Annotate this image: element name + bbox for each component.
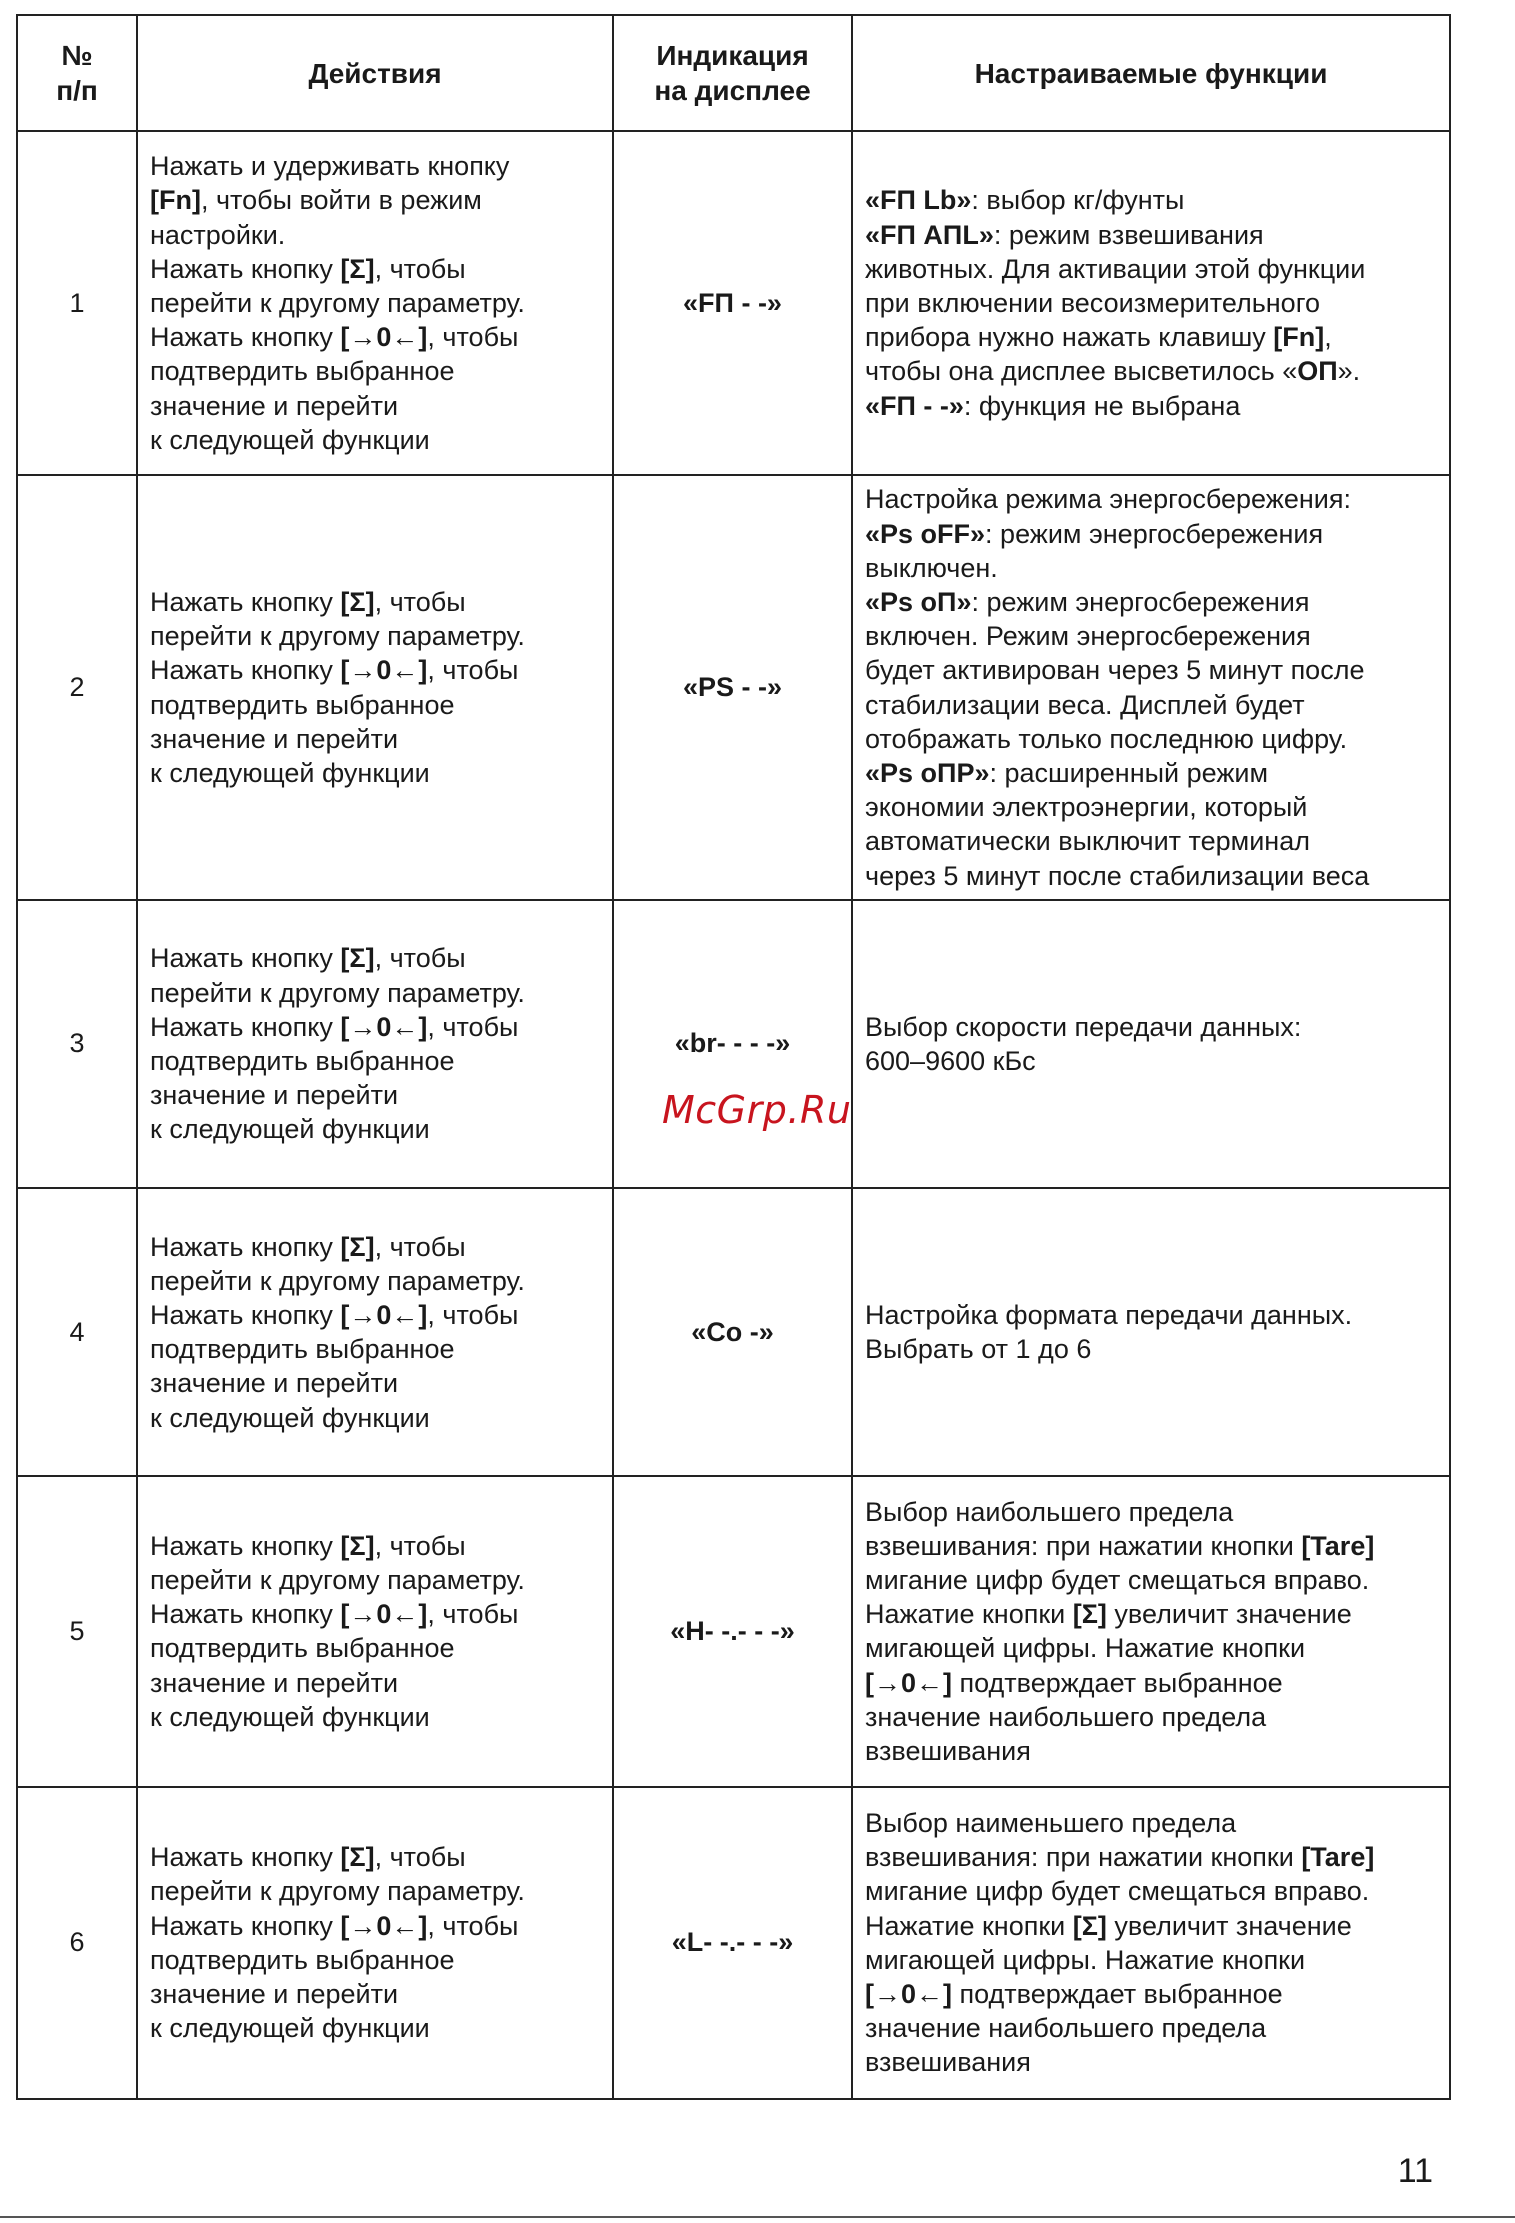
action-text: Нажать кнопку xyxy=(150,1910,341,1941)
function-text: увеличит значение xyxy=(1106,1910,1352,1941)
header-indication xyxy=(613,15,852,131)
action-text: к следующей функции xyxy=(150,1402,430,1433)
action-line xyxy=(150,1112,604,1146)
action-text: , чтобы xyxy=(374,586,466,617)
action-line xyxy=(150,1977,604,2011)
row-functions xyxy=(852,1188,1450,1476)
table-row xyxy=(17,131,1450,475)
function-text: при включении весоизмерительного xyxy=(865,288,1320,319)
action-line xyxy=(150,389,604,423)
function-text: животных. Для активации этой функции xyxy=(865,253,1366,284)
action-bold-text: [Σ] xyxy=(340,1842,375,1873)
function-line xyxy=(865,389,1441,423)
header-actions: Действия xyxy=(137,15,613,131)
functions-text xyxy=(853,1010,1449,1078)
function-bold-text: [Tare] xyxy=(1301,1842,1375,1873)
functions-text xyxy=(853,1495,1449,1769)
action-line xyxy=(150,722,604,756)
function-text: мигание цифр будет смещаться вправо. xyxy=(865,1876,1370,1907)
action-text: подтвердить выбранное xyxy=(150,1944,455,1975)
action-text: перейти к другому параметру. xyxy=(150,288,525,319)
action-line xyxy=(150,756,604,790)
row-functions xyxy=(852,900,1450,1188)
table-header xyxy=(17,15,1450,131)
function-text: : функция не выбрана xyxy=(963,390,1241,421)
function-line xyxy=(865,722,1441,756)
function-text: : режим энергосбережения xyxy=(971,586,1310,617)
function-text: мигающей цифры. Нажатие кнопки xyxy=(865,1944,1306,1975)
action-line xyxy=(150,1010,604,1044)
function-text: значение наибольшего предела xyxy=(865,2013,1267,2044)
row-functions xyxy=(852,475,1450,899)
function-text: Нажатие кнопки xyxy=(865,1599,1073,1630)
action-line xyxy=(150,941,604,975)
action-line xyxy=(150,1298,604,1332)
function-text: взвешивания xyxy=(865,2047,1031,2078)
function-text: Настройка режима энергосбережения: xyxy=(865,484,1351,515)
action-line xyxy=(150,585,604,619)
actions-text xyxy=(138,585,612,790)
function-text: прибора нужно нажать клавишу xyxy=(865,322,1274,353)
action-text: Нажать кнопку xyxy=(150,1011,341,1042)
action-text: к следующей функции xyxy=(150,424,430,455)
action-text: подтвердить выбранное xyxy=(150,689,455,720)
row-indication: «PS - -» xyxy=(613,475,852,899)
function-bold-text: [Σ] xyxy=(1072,1599,1107,1630)
action-bold-text: [→0←] xyxy=(340,1011,428,1042)
function-line xyxy=(865,1840,1441,1874)
action-text: значение и перейти xyxy=(150,723,399,754)
action-text: , чтобы xyxy=(427,1599,519,1630)
action-line xyxy=(150,1943,604,1977)
action-bold-text: [Σ] xyxy=(340,253,375,284)
action-text: , чтобы xyxy=(374,1842,466,1873)
function-line xyxy=(865,1977,1441,2011)
function-bold-text: «Ps oП» xyxy=(865,586,972,617)
action-text: подтвердить выбранное xyxy=(150,1045,455,1076)
function-line xyxy=(865,585,1441,619)
action-text: , чтобы xyxy=(374,253,466,284)
row-actions xyxy=(137,1476,613,1786)
function-text: Выбор скорости передачи данных: xyxy=(865,1011,1302,1042)
action-line xyxy=(150,1044,604,1078)
action-text: Нажать кнопку xyxy=(150,253,341,284)
function-line xyxy=(865,320,1441,354)
action-text: к следующей функции xyxy=(150,1114,430,1145)
row-actions xyxy=(137,1188,613,1476)
action-text: значение и перейти xyxy=(150,1080,399,1111)
table-row xyxy=(17,1787,1450,2099)
row-number: 2 xyxy=(17,475,137,899)
function-text: отображать только последнюю цифру. xyxy=(865,723,1348,754)
header-indication-line2: на дисплее xyxy=(654,75,811,106)
action-text: , чтобы войти в режим xyxy=(200,185,482,216)
action-text: Нажать кнопку xyxy=(150,1231,341,1262)
action-line xyxy=(150,286,604,320)
action-text: подтвердить выбранное xyxy=(150,1334,455,1365)
action-bold-text: [→0←] xyxy=(340,1299,428,1330)
function-line xyxy=(865,2045,1441,2079)
function-line xyxy=(865,354,1441,388)
actions-text xyxy=(138,149,612,457)
action-line xyxy=(150,1909,604,1943)
action-text: , чтобы xyxy=(427,1011,519,1042)
row-indication: «L- -.- - -» xyxy=(613,1787,852,2099)
function-line xyxy=(865,1943,1441,1977)
action-text: , чтобы xyxy=(374,1530,466,1561)
function-line xyxy=(865,619,1441,653)
action-text: Нажать кнопку xyxy=(150,1842,341,1873)
function-text: взвешивания xyxy=(865,1736,1031,1767)
action-text: Нажать кнопку xyxy=(150,655,341,686)
row-actions xyxy=(137,131,613,475)
function-line xyxy=(865,1806,1441,1840)
function-bold-text: [Tare] xyxy=(1301,1530,1375,1561)
action-text: к следующей функции xyxy=(150,757,430,788)
function-text: увеличит значение xyxy=(1106,1599,1352,1630)
row-number: 3 xyxy=(17,900,137,1188)
function-text: значение наибольшего предела xyxy=(865,1701,1267,1732)
action-text: Нажать кнопку xyxy=(150,943,341,974)
action-text: перейти к другому параметру. xyxy=(150,1565,525,1596)
action-line xyxy=(150,1597,604,1631)
function-text: мигание цифр будет смещаться вправо. xyxy=(865,1565,1370,1596)
action-line xyxy=(150,653,604,687)
action-text: , чтобы xyxy=(427,1299,519,1330)
action-text: значение и перейти xyxy=(150,1667,399,1698)
table-row xyxy=(17,1188,1450,1476)
action-line xyxy=(150,1366,604,1400)
functions-text xyxy=(853,482,1449,892)
row-indication: «H- -.- - -» xyxy=(613,1476,852,1786)
action-line xyxy=(150,183,604,217)
function-bold-text: OП xyxy=(1297,356,1338,387)
function-bold-text: [Σ] xyxy=(1072,1910,1107,1941)
header-indication-line1: Индикация xyxy=(656,40,809,71)
action-bold-text: [Fn] xyxy=(150,185,201,216)
function-text: мигающей цифры. Нажатие кнопки xyxy=(865,1633,1306,1664)
header-row xyxy=(17,15,1450,131)
function-text: Выбор наименьшего предела xyxy=(865,1808,1237,1838)
function-text: взвешивания: при нажатии кнопки xyxy=(865,1530,1302,1561)
action-text: Нажать кнопку xyxy=(150,1299,341,1330)
function-bold-text: [→0←] xyxy=(865,1667,952,1698)
function-line xyxy=(865,482,1441,516)
function-line xyxy=(865,1666,1441,1700)
action-text: значение и перейти xyxy=(150,390,399,421)
row-functions xyxy=(852,1787,1450,2099)
function-bold-text: «FП - -» xyxy=(865,390,964,421)
function-text: будет активирован через 5 минут после xyxy=(865,655,1365,686)
action-line xyxy=(150,688,604,722)
function-line xyxy=(865,551,1441,585)
action-bold-text: [Σ] xyxy=(340,943,375,974)
function-line xyxy=(865,517,1441,551)
functions-text xyxy=(853,183,1449,422)
function-line xyxy=(865,859,1441,893)
function-line xyxy=(865,653,1441,687)
function-line xyxy=(865,1563,1441,1597)
action-line xyxy=(150,1700,604,1734)
action-text: , чтобы xyxy=(427,322,519,353)
function-bold-text: «Ps oFF» xyxy=(865,518,986,549)
row-indication: «br- - - -» xyxy=(613,900,852,1188)
action-line xyxy=(150,354,604,388)
action-line xyxy=(150,252,604,286)
function-line xyxy=(865,1495,1441,1529)
function-text: стабилизации веса. Дисплей будет xyxy=(865,689,1305,720)
action-line xyxy=(150,976,604,1010)
action-text: настройки. xyxy=(150,219,286,250)
function-text: Выбор наибольшего предела xyxy=(865,1496,1234,1527)
function-bold-text: [→0←] xyxy=(865,1979,952,2010)
action-line xyxy=(150,1666,604,1700)
function-line xyxy=(865,790,1441,824)
action-bold-text: [Σ] xyxy=(340,1231,375,1262)
action-bold-text: [→0←] xyxy=(340,322,428,353)
action-line xyxy=(150,1631,604,1665)
action-text: перейти к другому параметру. xyxy=(150,1876,525,1907)
watermark-text: McGrp.Ru xyxy=(662,1088,852,1132)
action-text: , чтобы xyxy=(374,1231,466,1262)
action-text: , чтобы xyxy=(427,655,519,686)
function-line xyxy=(865,1874,1441,1908)
function-text: 600–9600 кБс xyxy=(865,1045,1036,1076)
row-number: 6 xyxy=(17,1787,137,2099)
action-bold-text: [→0←] xyxy=(340,1599,428,1630)
actions-text xyxy=(138,1230,612,1435)
action-text: подтвердить выбранное xyxy=(150,356,455,387)
function-line xyxy=(865,824,1441,858)
function-line xyxy=(865,1734,1441,1768)
function-line xyxy=(865,286,1441,320)
action-bold-text: [Σ] xyxy=(340,586,375,617)
action-line xyxy=(150,1401,604,1435)
action-text: Нажать кнопку xyxy=(150,322,341,353)
action-text: перейти к другому параметру. xyxy=(150,977,525,1008)
actions-text xyxy=(138,1529,612,1734)
action-line xyxy=(150,149,604,183)
action-bold-text: [→0←] xyxy=(340,655,428,686)
action-text: Нажать кнопку xyxy=(150,1599,341,1630)
function-bold-text: «Ps oПP» xyxy=(865,757,990,788)
action-line xyxy=(150,1230,604,1264)
action-line xyxy=(150,1264,604,1298)
action-text: значение и перейти xyxy=(150,1368,399,1399)
function-bold-text: «FП AПL» xyxy=(865,219,994,250)
action-text: перейти к другому параметру. xyxy=(150,1265,525,1296)
row-number: 4 xyxy=(17,1188,137,1476)
function-text: экономии электроэнергии, который xyxy=(865,792,1308,823)
action-line xyxy=(150,1874,604,1908)
action-text: значение и перейти xyxy=(150,1979,399,2010)
function-text: Настройка формата передачи данных. xyxy=(865,1299,1353,1330)
action-line xyxy=(150,1840,604,1874)
function-line xyxy=(865,252,1441,286)
function-bold-text: [Fn] xyxy=(1273,322,1325,353)
action-text: к следующей функции xyxy=(150,2013,430,2044)
action-line xyxy=(150,1332,604,1366)
header-functions: Настраиваемые функции xyxy=(852,15,1450,131)
function-line xyxy=(865,1332,1441,1366)
actions-text xyxy=(138,941,612,1146)
function-text: ». xyxy=(1337,356,1361,387)
action-text: , чтобы xyxy=(374,943,466,974)
action-bold-text: [→0←] xyxy=(340,1910,428,1941)
action-text: Нажать и удерживать кнопку xyxy=(150,151,510,182)
header-num xyxy=(17,15,137,131)
functions-text xyxy=(853,1298,1449,1366)
function-line xyxy=(865,756,1441,790)
action-text: Нажать кнопку xyxy=(150,1530,341,1561)
action-text: подтвердить выбранное xyxy=(150,1633,455,1664)
function-text: : выбор кг/фунты xyxy=(971,185,1185,216)
function-text: подтверждает выбранное xyxy=(952,1979,1283,2010)
row-functions xyxy=(852,131,1450,475)
functions-text xyxy=(853,1806,1449,2080)
function-line xyxy=(865,183,1441,217)
header-num-abbr: п/п xyxy=(56,75,98,106)
action-line xyxy=(150,320,604,354)
row-indication: «FП - -» xyxy=(613,131,852,475)
function-line xyxy=(865,1529,1441,1563)
function-line xyxy=(865,1298,1441,1332)
row-actions xyxy=(137,475,613,899)
row-actions xyxy=(137,900,613,1188)
function-text: : расширенный режим xyxy=(989,757,1269,788)
function-line xyxy=(865,1044,1441,1078)
function-text: включен. Режим энергосбережения xyxy=(865,621,1311,652)
function-text: Нажатие кнопки xyxy=(865,1910,1073,1941)
header-num-symbol: № xyxy=(61,40,93,71)
action-line xyxy=(150,1563,604,1597)
function-line xyxy=(865,688,1441,722)
function-text: выключен. xyxy=(865,552,998,583)
function-text: : режим энергосбережения xyxy=(985,518,1324,549)
action-line xyxy=(150,423,604,457)
function-text: Выбрать от 1 до 6 xyxy=(865,1334,1092,1365)
action-line xyxy=(150,1529,604,1563)
row-number: 5 xyxy=(17,1476,137,1786)
action-bold-text: [Σ] xyxy=(340,1530,375,1561)
function-line xyxy=(865,1909,1441,1943)
function-text: : режим взвешивания xyxy=(993,219,1264,250)
row-indication: «Co -» xyxy=(613,1188,852,1476)
function-line xyxy=(865,1631,1441,1665)
function-text: , xyxy=(1324,322,1332,353)
function-line xyxy=(865,1010,1441,1044)
function-line xyxy=(865,2011,1441,2045)
action-line xyxy=(150,218,604,252)
function-text: через 5 минут после стабилизации веса xyxy=(865,860,1370,891)
function-text: автоматически выключит терминал xyxy=(865,826,1310,857)
action-text: перейти к другому параметру. xyxy=(150,621,525,652)
function-line xyxy=(865,218,1441,252)
action-line xyxy=(150,619,604,653)
function-line xyxy=(865,1597,1441,1631)
function-line xyxy=(865,1700,1441,1734)
function-text: подтверждает выбранное xyxy=(952,1667,1283,1698)
function-text: чтобы она дисплее высветилось « xyxy=(865,356,1298,387)
table-row xyxy=(17,900,1450,1188)
action-text: , чтобы xyxy=(427,1910,519,1941)
table-row xyxy=(17,1476,1450,1786)
action-line xyxy=(150,1078,604,1112)
action-text: Нажать кнопку xyxy=(150,586,341,617)
page-number: 11 xyxy=(1397,2152,1433,2190)
bottom-rule xyxy=(0,2216,1515,2218)
row-actions xyxy=(137,1787,613,2099)
action-line xyxy=(150,2011,604,2045)
table-row xyxy=(17,475,1450,899)
function-text: взвешивания: при нажатии кнопки xyxy=(865,1842,1302,1873)
action-text: к следующей функции xyxy=(150,1701,430,1732)
row-functions xyxy=(852,1476,1450,1786)
row-number: 1 xyxy=(17,131,137,475)
function-bold-text: «FП Lb» xyxy=(865,185,972,216)
actions-text xyxy=(138,1840,612,2045)
settings-table xyxy=(16,14,1451,2100)
